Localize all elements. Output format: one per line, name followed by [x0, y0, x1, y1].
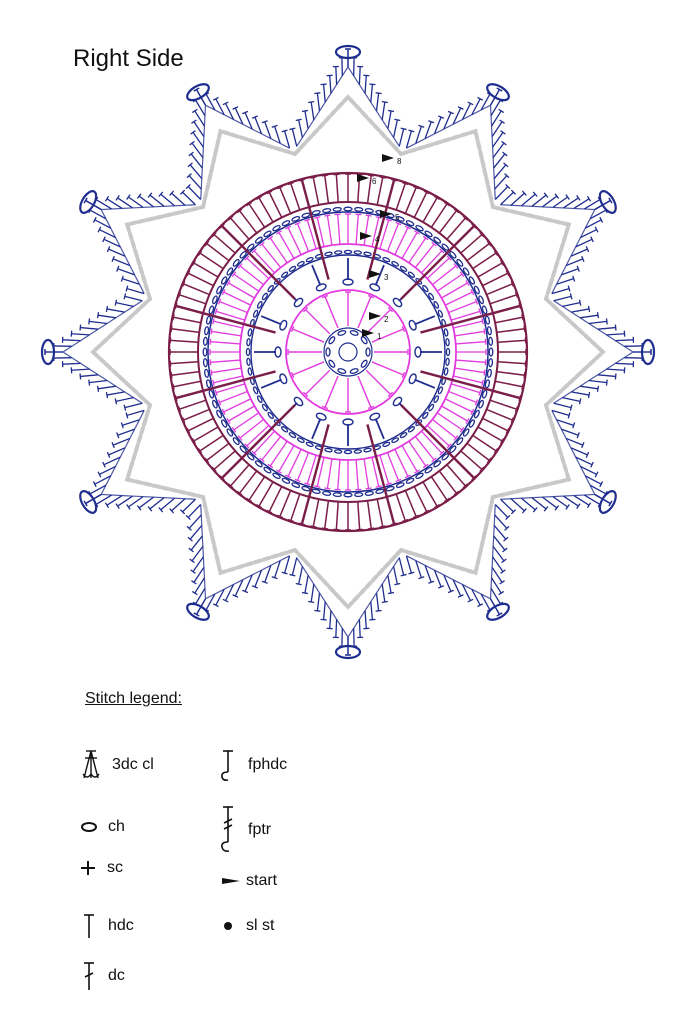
start-icon	[220, 874, 242, 888]
ch-icon	[80, 820, 98, 834]
legend-item-start	[220, 872, 277, 890]
chart-outer-petals	[42, 46, 654, 658]
legend-item-ch	[80, 818, 125, 836]
round-number-label: 1	[377, 332, 382, 341]
legend-item-3dc-cl	[80, 748, 154, 782]
round-number-label: 3	[384, 273, 389, 282]
start-marker-icon	[362, 329, 374, 337]
legend-label-dc: dc	[108, 967, 125, 984]
sc-icon	[79, 859, 97, 877]
page-title: Right Side	[73, 45, 184, 72]
legend-item-sc	[79, 859, 123, 877]
3dc-cl-icon	[80, 748, 102, 782]
sl-st-icon	[222, 920, 234, 932]
start-marker-icon	[369, 312, 381, 320]
round-number-label: 5	[395, 213, 400, 222]
legend-label-ch: ch	[108, 818, 125, 835]
round-number-label: 6	[372, 177, 377, 186]
fphdc-icon	[218, 748, 238, 782]
start-marker-icon	[382, 154, 394, 162]
legend-item-dc	[80, 960, 125, 992]
legend-item-sl-st	[222, 917, 274, 935]
legend-label-3dc-cl: 3dc cl	[112, 756, 154, 773]
chart-center	[286, 290, 410, 414]
legend-label-hdc: hdc	[108, 917, 134, 934]
legend-label-sl-st: sl st	[246, 917, 275, 934]
legend-item-hdc	[80, 912, 134, 940]
legend-label-fptr: fptr	[248, 821, 272, 838]
hdc-icon	[80, 912, 98, 940]
chart-rings	[169, 173, 527, 531]
start-marker-icon	[357, 174, 369, 182]
round-number-label: 4	[375, 235, 380, 244]
round-number-label: 2	[384, 315, 389, 324]
legend-label-sc: sc	[107, 859, 123, 876]
legend-label-start: start	[246, 872, 278, 889]
round-number-label: 8	[397, 157, 402, 166]
fptr-icon	[218, 804, 238, 856]
dc-icon	[80, 960, 98, 992]
legend-item-fphdc	[218, 748, 287, 782]
legend-label-fphdc: fphdc	[248, 756, 288, 773]
legend-item-fptr	[218, 804, 271, 856]
legend-heading: Stitch legend:	[85, 690, 182, 707]
